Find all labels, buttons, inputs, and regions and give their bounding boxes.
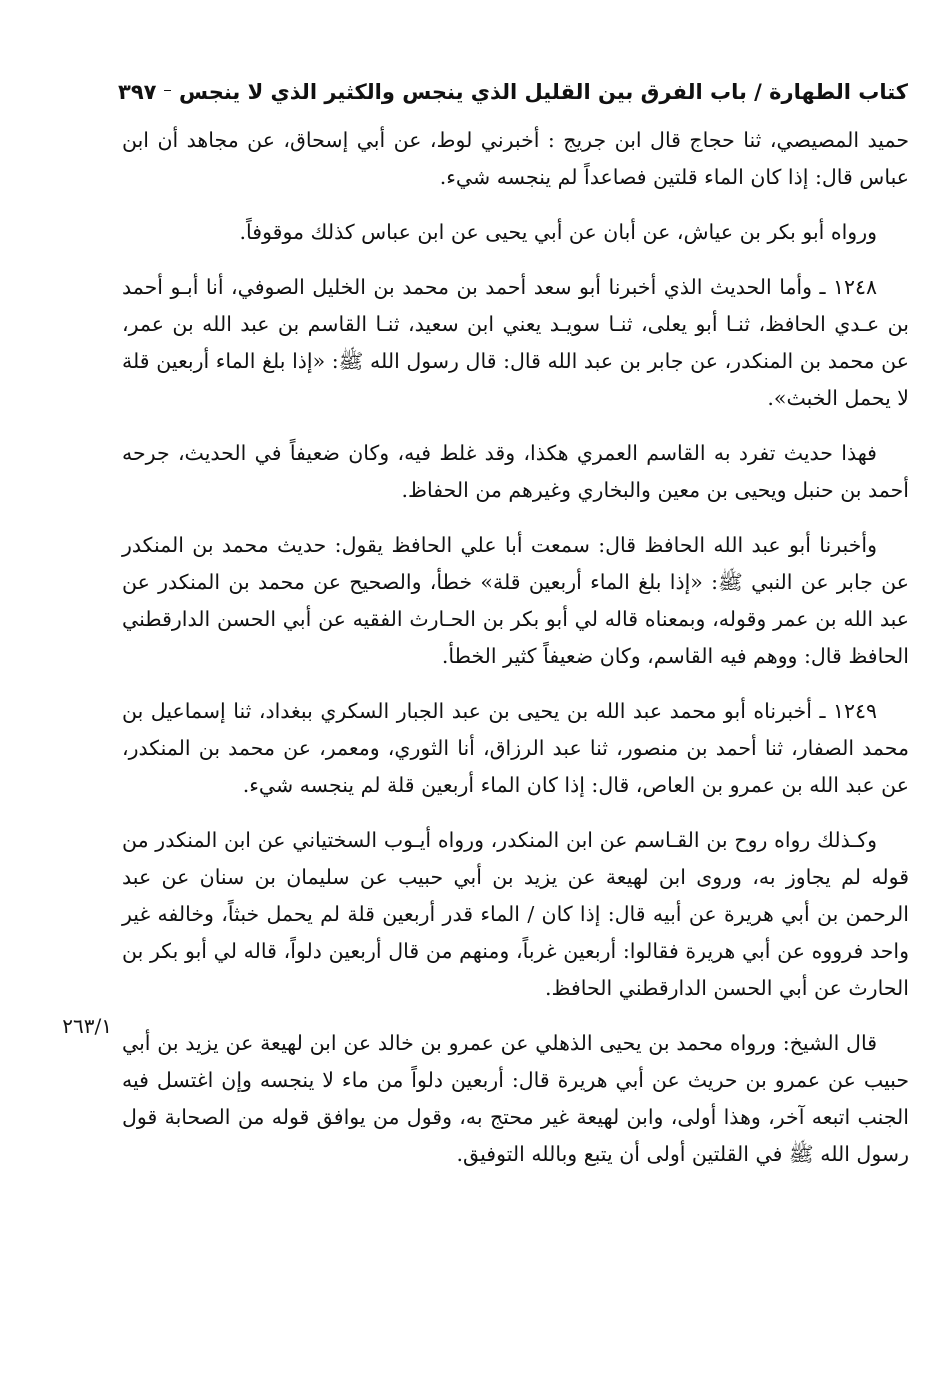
hadith-1248: ١٢٤٨ ـ وأما الحديث الذي أخبرنا أبو سعد أحمد بن محمد بن الخليل الصوفي، أنا أبـو أحمد بن عـدي الحافظ، ثنـا أبو يعلى، ثنـا سويـد يعني ابن سعيد، ثنـا القاسم بن عبد الله بن عمر، عن محمد بن المنكدر، عن جابر بن عبد الله قال: قال رسول الله ﷺ: «إذا بلغ الماء أربعين قلة لا يحمل الخبث». [122,275,909,410]
paragraph-7: وكـذلك رواه روح بن القـاسم عن ابن المنكدر، ورواه أيـوب السختياني عن ابن المنكدر من قوله لم يجاوز به، وروى ابن لهيعة عن يزيد بن أبي حبيب عن سليمان بن سنان عن عبد الرحمن بن أبي هريرة عن أبيه قال: إذا كان / الماء قدر أربعين قلة لم يحمل خبثاً، وخالفه غير واحد فرووه عن أبي هريرة فقالوا: أربعين غرباً، ومنهم من قال أربعين دلواً، قاله لي أبو بكر بن الحارث عن أبي الحسن الدارقطني الحافظ. [122,828,909,1000]
header-title: كتاب الطهارة / باب الفرق بين القليل الذي ينجس والكثير الذي لا ينجس [179,80,908,104]
running-header [118,72,908,112]
header-rule [164,90,171,91]
page-body [122,122,909,1191]
paragraph-5: وأخبرنا أبو عبد الله الحافظ قال: سمعت أبا علي الحافظ يقول: حديث محمد بن المنكدر عن جابر عن النبي ﷺ: «إذا بلغ الماء أربعين قلة» خطأ، والصحيح عن محمد بن المنكدر عن عبد الله بن عمر وقوله، وبمعناه قاله لي أبو بكر بن الحـارث الفقيه عن أبي الحسن الدارقطني الحافظ قال: ووهم فيه القاسم، وكان ضعيفاً كثير الخطأ. [122,533,909,668]
page-number: ٣٩٧ [118,80,157,104]
paragraph-2: ورواه أبو بكر بن عياش، عن أبان عن أبي يحيى عن ابن عباس كذلك موقوفاً. [239,220,877,244]
paragraph-8: قال الشيخ: ورواه محمد بن يحيى الذهلي عن عمرو بن خالد عن ابن لهيعة عن يزيد بن أبي حبيب عن عمرو بن حريث عن أبي هريرة قال: أربعين دلواً من ماء لا ينجسه وإن اغتسل فيه الجنب اتبعه آخر، وهذا أولى، وابن لهيعة غير محتج به، وقول من يوافق قوله من الصحابة قول رسول الله ﷺ في القلتين أولى أن يتبع وبالله التوفيق. [122,1031,909,1166]
hadith-1249: ١٢٤٩ ـ أخبرناه أبو محمد عبد الله بن يحيى بن عبد الجبار السكري ببغداد، ثنا إسماعيل بن محمد الصفار، ثنا أحمد بن منصور، ثنا عبد الرزاق، أنا الثوري، ومعمر، عن محمد بن المنكدر، عن عبد الله بن عمرو بن العاص، قال: إذا كان الماء أربعين قلة لم ينجسه شيء. [122,699,909,797]
paragraph-4: فهذا حديث تفرد به القاسم العمري هكذا، وقد غلط فيه، وكان ضعيفاً في الحديث، جرحه أحمد بن حنبل ويحيى بن معين والبخاري وغيرهم من الحفاظ. [122,441,909,502]
paragraph-1: حميد المصيصي، ثنا حجاج قال ابن جريج : أخبرني لوط، عن أبي إسحاق، عن مجاهد أن ابن عباس قال: إذا كان الماء قلتين فصاعداً لم ينجسه شيء. [122,128,909,189]
margin-reference: ٢٦٣/١ [62,1014,112,1038]
